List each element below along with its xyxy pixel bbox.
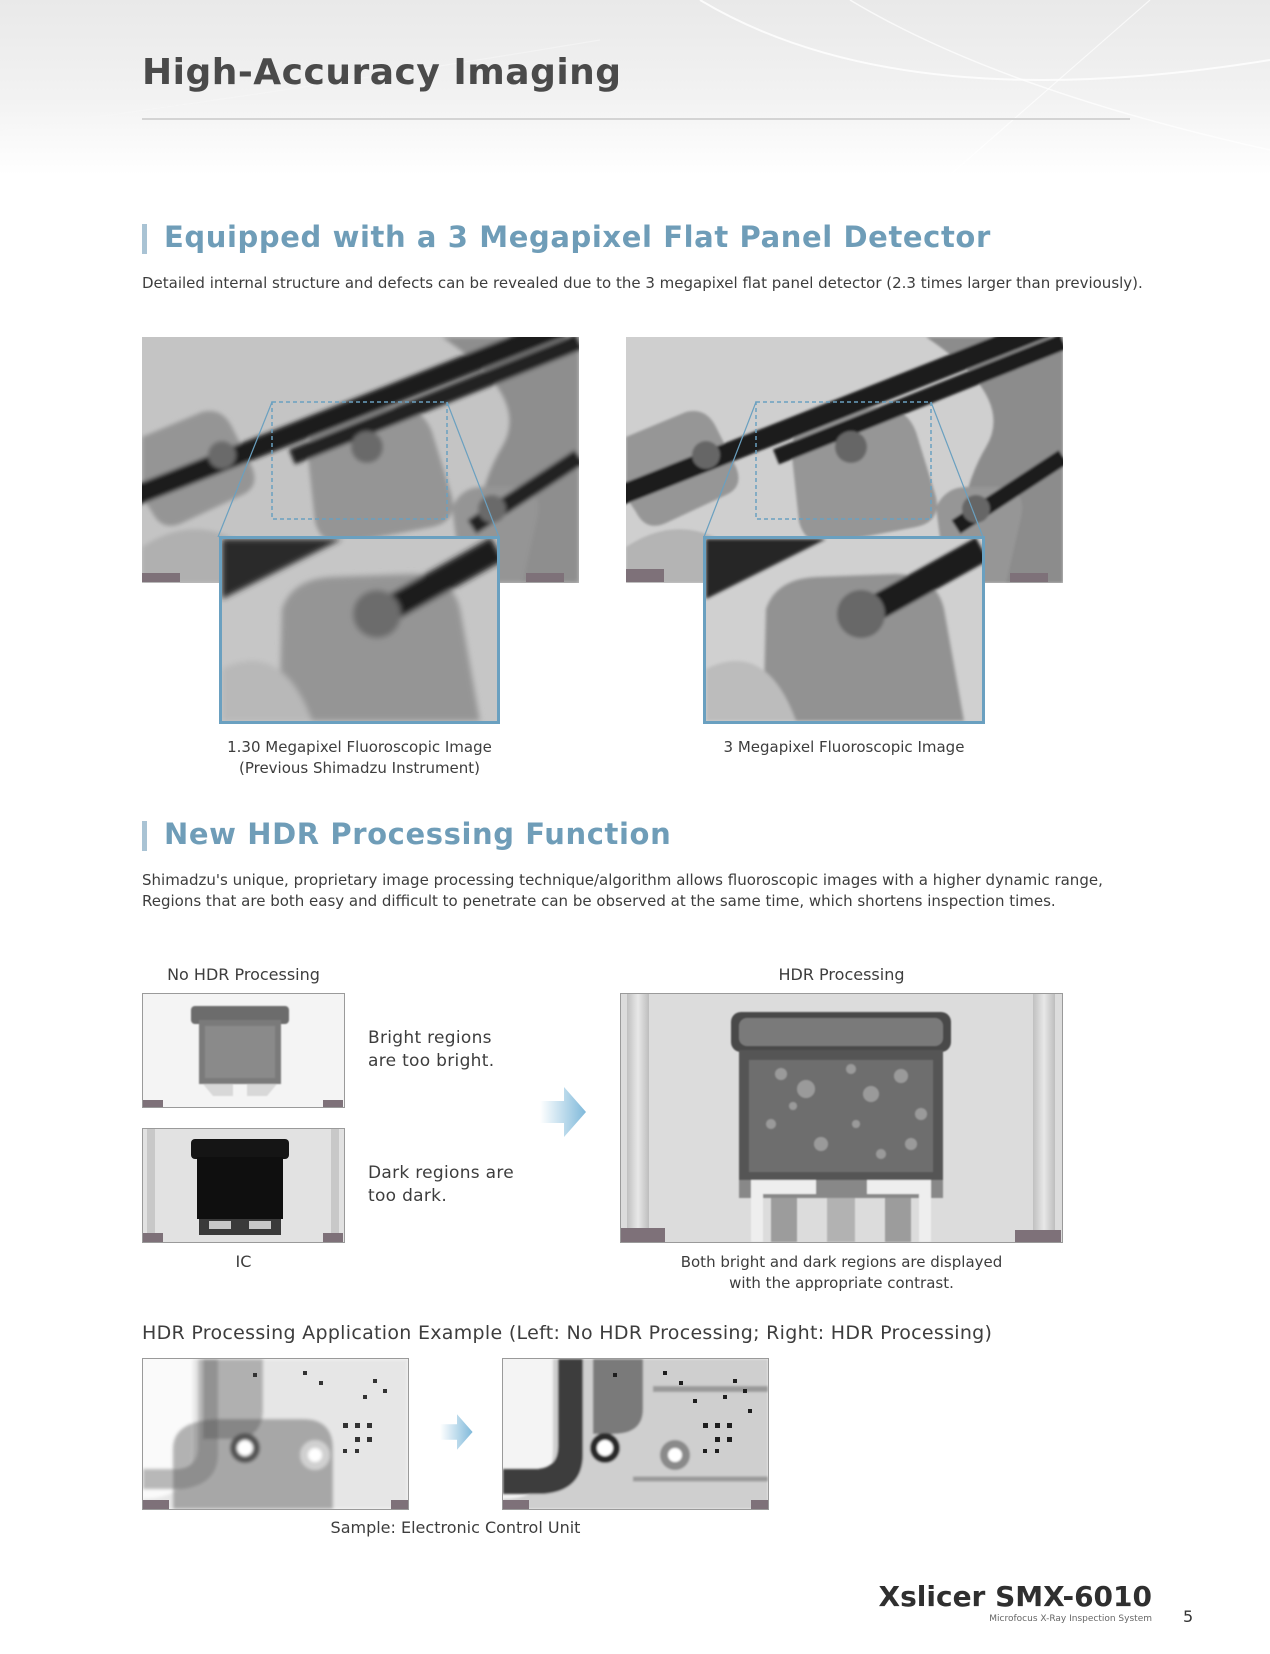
note-dark-line1: Dark regions are bbox=[368, 1163, 515, 1183]
label-no-hdr: No HDR Processing bbox=[167, 965, 320, 984]
label-hdr: HDR Processing bbox=[778, 965, 905, 984]
section-description-hdr bbox=[142, 870, 1103, 912]
arrow-right-icon bbox=[540, 1087, 588, 1141]
hdr-caption-line1: Both bright and dark regions are displayed bbox=[680, 1253, 1003, 1271]
section-marker bbox=[142, 224, 147, 254]
note-bright bbox=[368, 1027, 494, 1073]
note-bright-line2: are too bright. bbox=[368, 1051, 495, 1071]
hdr-caption-line2: with the appropriate contrast. bbox=[729, 1274, 954, 1292]
note-dark bbox=[368, 1162, 514, 1208]
xray-image-3mp-zoom bbox=[703, 536, 985, 724]
ic-image-dark bbox=[142, 1128, 345, 1243]
section-title-detector: Equipped with a 3 Megapixel Flat Panel Detector bbox=[164, 220, 991, 254]
page-number: 5 bbox=[1183, 1607, 1194, 1626]
page-title: High-Accuracy Imaging bbox=[142, 52, 622, 93]
section-marker bbox=[142, 821, 147, 851]
note-dark-line2: too dark. bbox=[368, 1186, 448, 1206]
ic-label: IC bbox=[235, 1252, 252, 1271]
caption-1-3mp-line2: (Previous Shimadzu Instrument) bbox=[238, 759, 481, 777]
sample-caption: Sample: Electronic Control Unit bbox=[330, 1518, 581, 1537]
section-title-hdr: New HDR Processing Function bbox=[164, 817, 672, 851]
section-description-detector: Detailed internal structure and defects can be revealed due to the 3 megapixel flat panel detector (2.3 times larger than previously). bbox=[142, 274, 1143, 292]
ic-image-bright bbox=[142, 993, 345, 1108]
brand-name: Xslicer SMX-6010 bbox=[878, 1580, 1152, 1613]
xray-image-1-3mp-zoom bbox=[219, 536, 500, 724]
caption-3mp: 3 Megapixel Fluoroscopic Image bbox=[723, 738, 965, 756]
note-bright-line1: Bright regions bbox=[368, 1028, 492, 1048]
arrow-right-icon bbox=[440, 1414, 474, 1454]
hdr-description-line2: Regions that are both easy and difficult to penetrate can be observed at the same time, which shortens inspection times. bbox=[142, 892, 1056, 910]
example-title: HDR Processing Application Example (Left: No HDR Processing; Right: HDR Processing) bbox=[142, 1322, 993, 1344]
caption-1-3mp-line1: 1.30 Megapixel Fluoroscopic Image bbox=[227, 738, 492, 756]
hdr-caption bbox=[620, 1252, 1063, 1294]
ecu-image-hdr bbox=[502, 1358, 769, 1510]
title-divider bbox=[142, 118, 1130, 120]
brand-subtitle: Microfocus X-Ray Inspection System bbox=[989, 1614, 1152, 1624]
ecu-image-no-hdr bbox=[142, 1358, 409, 1510]
hdr-description-line1: Shimadzu's unique, proprietary image processing technique/algorithm allows fluoroscopic images with a higher dynamic range, bbox=[142, 871, 1103, 889]
caption-1-3mp bbox=[219, 737, 500, 779]
ic-image-hdr bbox=[620, 993, 1063, 1243]
